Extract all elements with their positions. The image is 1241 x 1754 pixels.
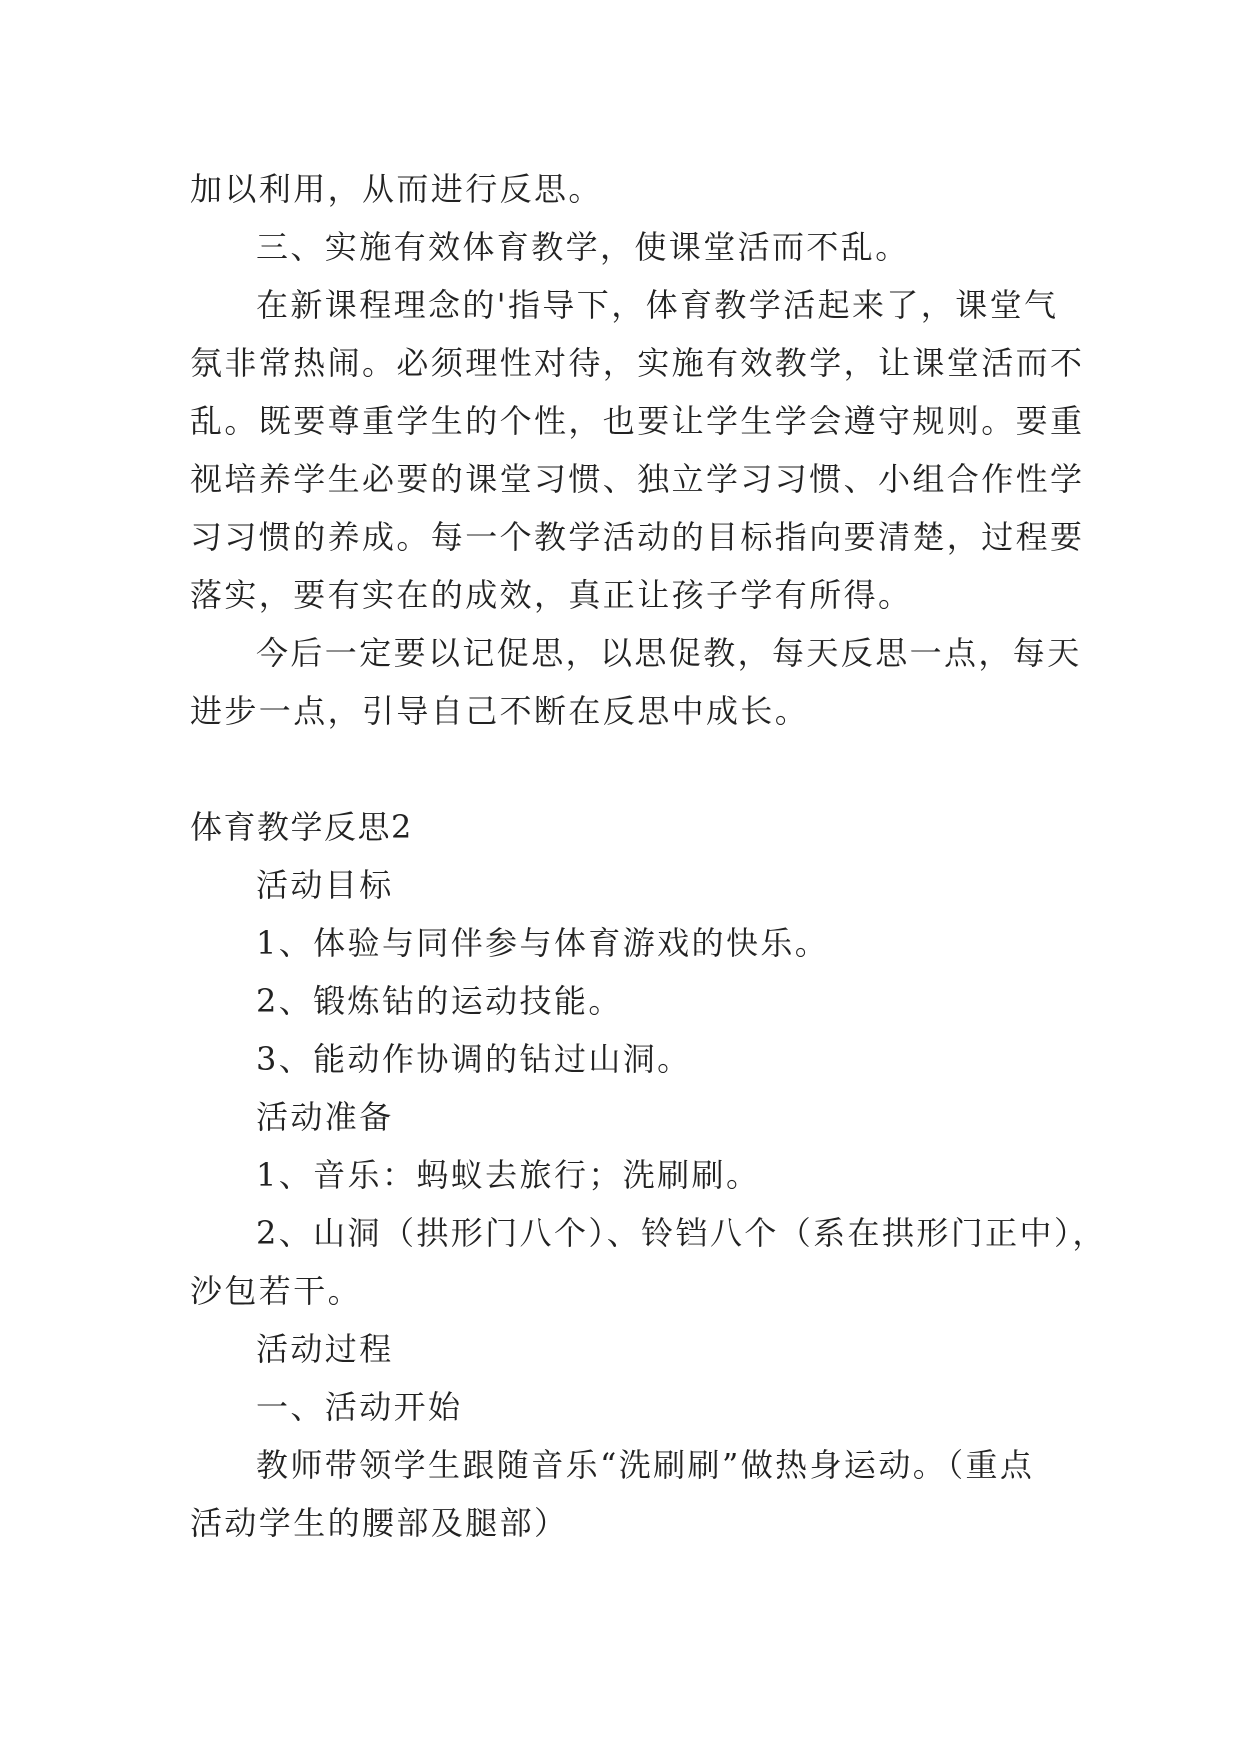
text-line: 落实，要有实在的成效，真正让孩子学有所得。 [190, 576, 913, 614]
text-line: 加以利用，从而进行反思。 [190, 170, 603, 208]
section-heading: 活动目标 [256, 866, 394, 904]
subsection-heading: 一、活动开始 [256, 1388, 463, 1426]
list-item: 1、音乐：蚂蚁去旅行；洗刷刷。 [256, 1156, 761, 1194]
text-line: 沙包若干。 [190, 1272, 363, 1310]
list-item: 1、体验与同伴参与体育游戏的快乐。 [256, 924, 830, 962]
text-line: 进步一点，引导自己不断在反思中成长。 [190, 692, 810, 730]
list-item: 2、锻炼钻的运动技能。 [256, 982, 623, 1020]
paragraph-start: 教师带领学生跟随音乐“洗刷刷”做热身运动。（重点 [256, 1446, 1035, 1484]
blank-gap [190, 740, 1060, 798]
section-heading: 活动过程 [256, 1330, 394, 1368]
section-heading: 活动准备 [256, 1098, 394, 1136]
list-item: 2、山洞（拱形门八个）、铃铛八个（系在拱形门正中）， [256, 1214, 1107, 1252]
document-title: 体育教学反思2 [190, 808, 413, 846]
list-item: 3、能动作协调的钻过山洞。 [256, 1040, 692, 1078]
text-line: 活动学生的腰部及腿部） [190, 1504, 569, 1542]
section-heading: 三、实施有效体育教学，使课堂活而不乱。 [256, 228, 910, 266]
paragraph-start: 在新课程理念的'指导下，体育教学活起来了，课堂气 [256, 286, 1059, 324]
paragraph-start: 今后一定要以记促思，以思促教，每天反思一点，每天 [256, 634, 1082, 672]
text-line: 习习惯的养成。每一个教学活动的目标指向要清楚，过程要 [190, 518, 1085, 556]
text-line: 氛非常热闹。必须理性对待，实施有效教学，让课堂活而不 [190, 344, 1085, 382]
text-line: 乱。既要尊重学生的个性，也要让学生学会遵守规则。要重 [190, 402, 1085, 440]
document-body [190, 160, 1107, 1552]
text-line: 视培养学生必要的课堂习惯、独立学习习惯、小组合作性学 [190, 460, 1085, 498]
